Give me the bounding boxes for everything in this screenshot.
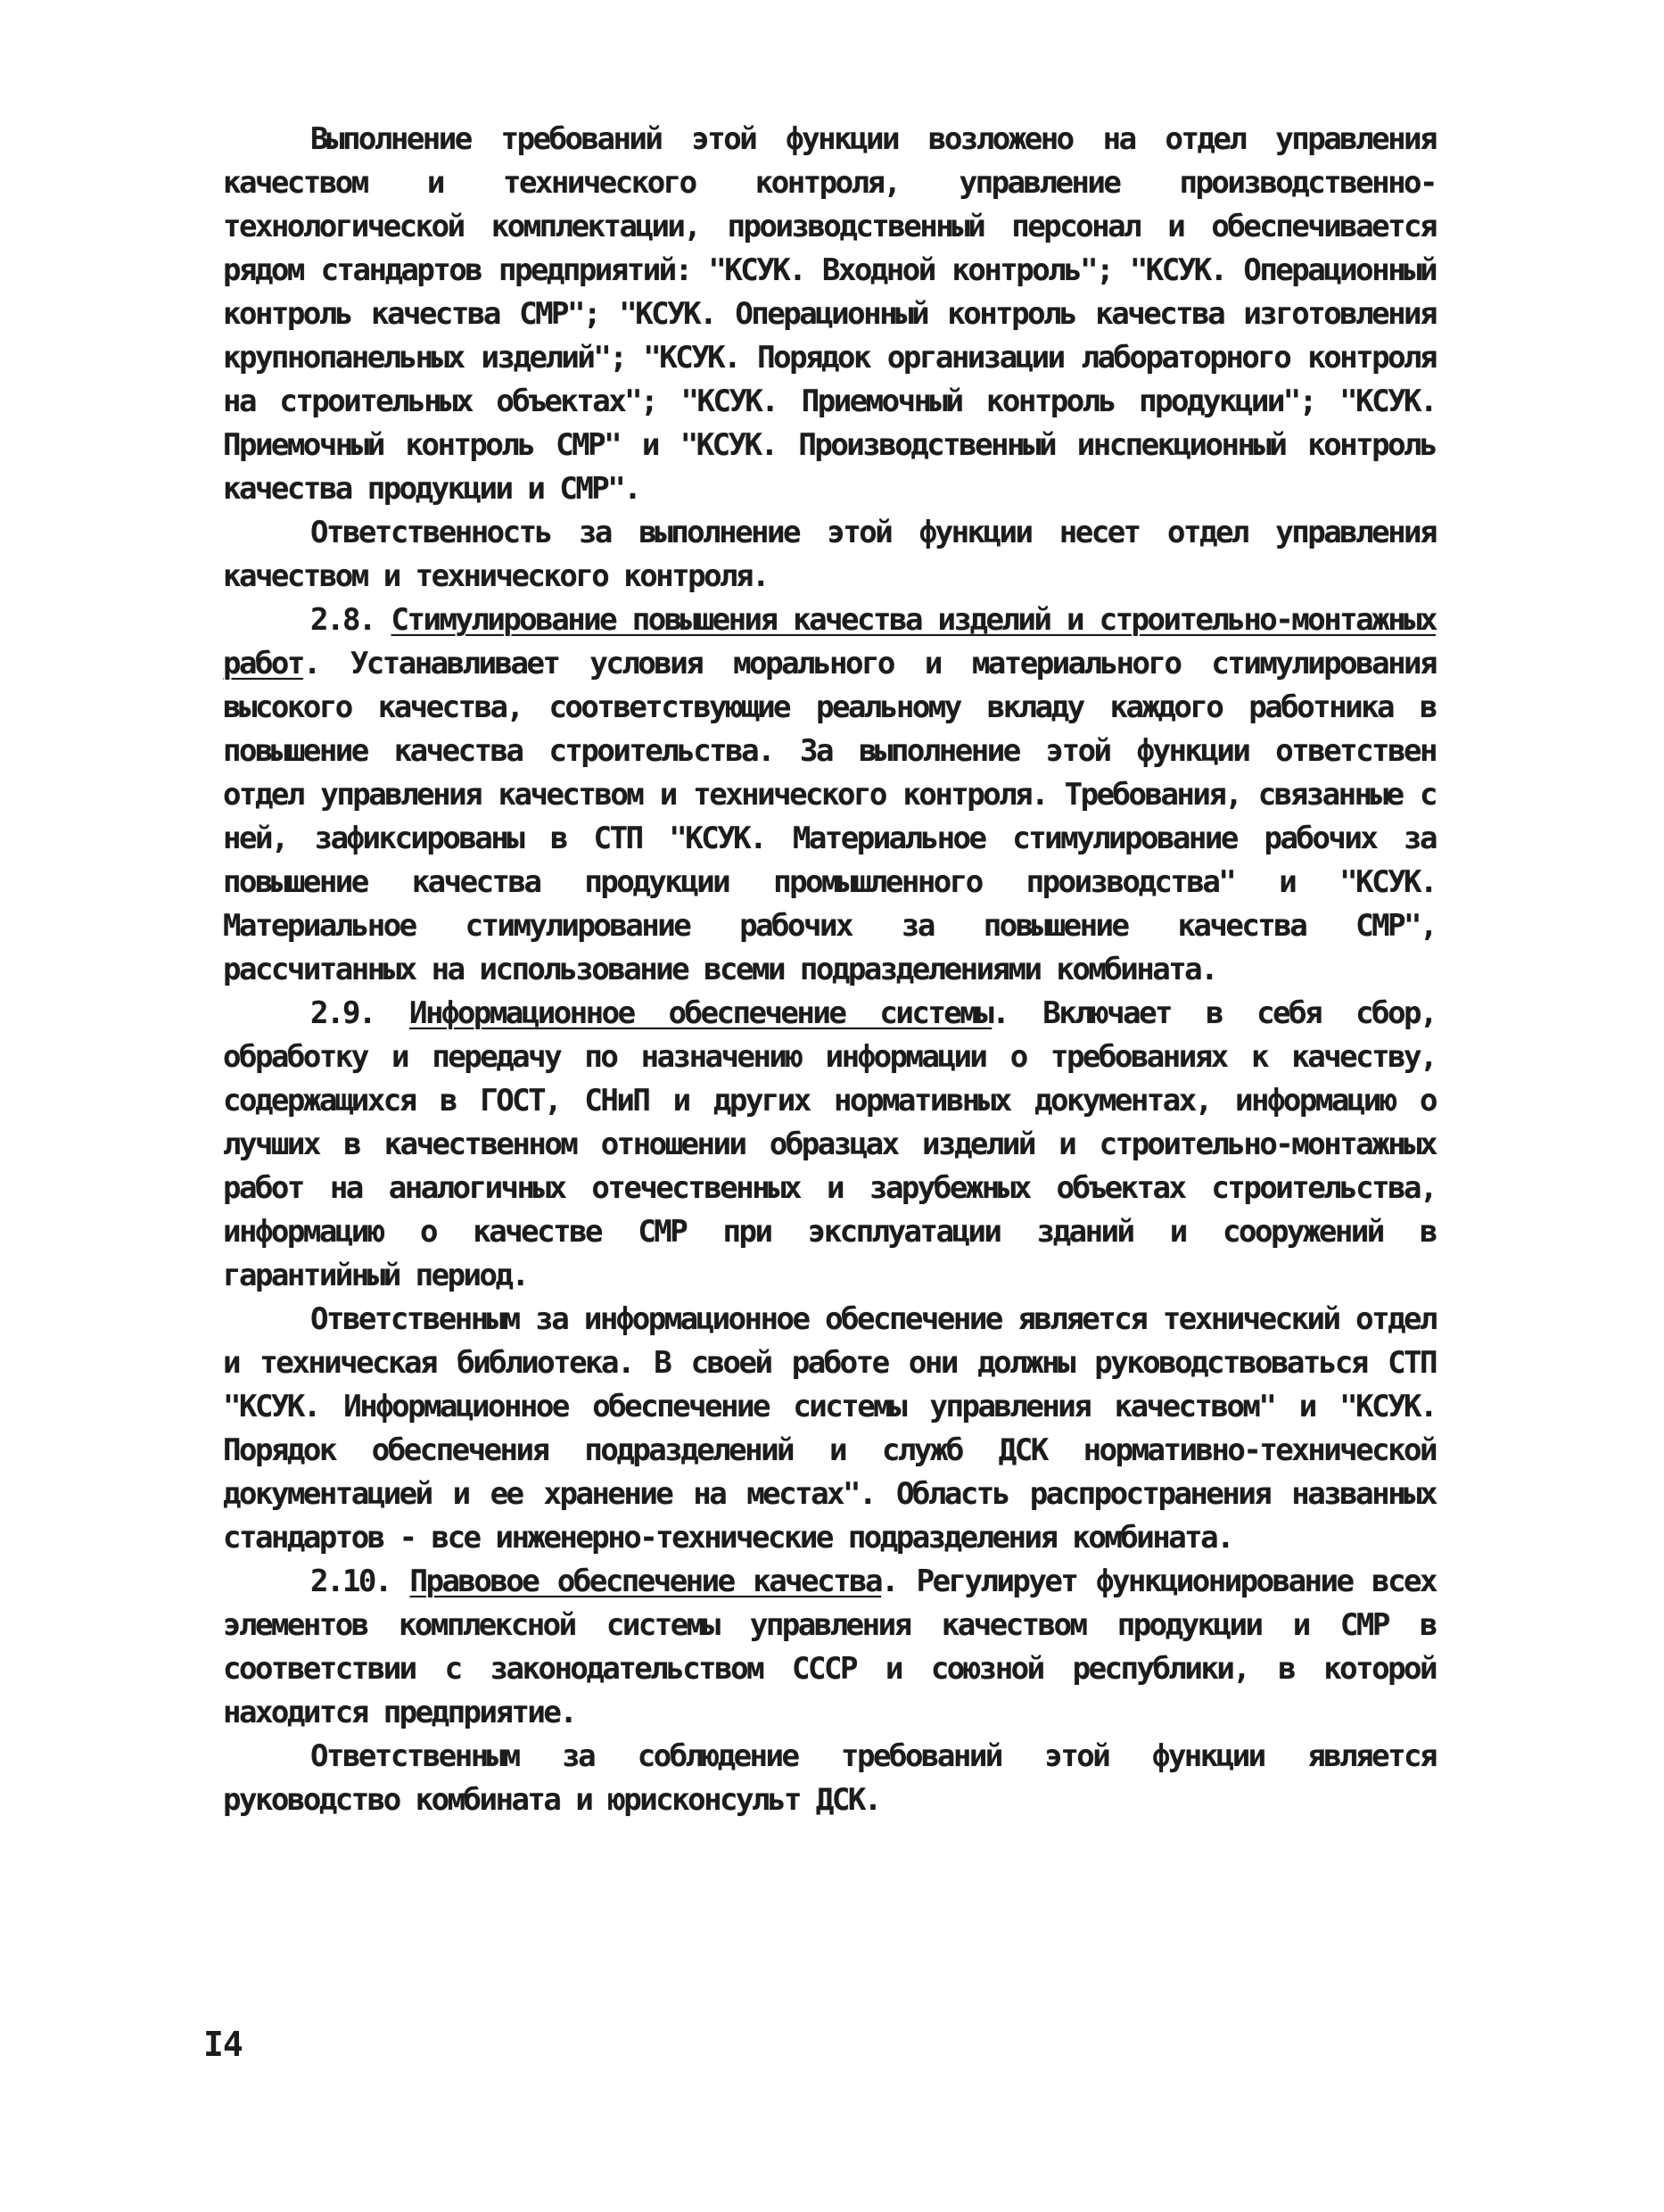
- paragraph-quality-control-standards: [223, 118, 1436, 511]
- section-number: 2.8.: [310, 602, 375, 638]
- section-heading: Стимулирование повышения качества изделий и строительно-монтажных работ: [223, 602, 1436, 681]
- section-text: . Устанавливает условия морального и материального стимулирования высокого качества, соответствующие реальному вкладу каждого работника в повышение качества строительства. За выполнение этой функции ответствен отдел управления качеством и технического контроля. Требования, связанные с ней, зафиксированы в СТП "КСУК. Материальное стимулирование рабочих за повышение качества продукции промышленного производства" и "КСУК. Материальное стимулирование рабочих за повышение качества СМР", рассчитанных на использование всеми подразделениями комбината.: [223, 646, 1436, 987]
- paragraph-information-responsibility: [223, 1298, 1436, 1560]
- paragraph-text: Ответственность за выполнение этой функции несет отдел управления качеством и технического контроля.: [223, 515, 1436, 594]
- section-heading: Правовое обеспечение качества: [409, 1564, 881, 1599]
- page-number: I4: [203, 2025, 243, 2064]
- paragraph-responsibility-quality-dept: [223, 511, 1436, 598]
- paragraph-legal-responsibility: [223, 1735, 1436, 1822]
- paragraph-text: Ответственным за информационное обеспечение является технический отдел и техническая библиотека. В своей работе они должны руководствоваться СТП "КСУК. Информационное обеспечение системы управления качеством" и "КСУК. Порядок обеспечения подразделений и служб ДСК нормативно-технической документацией и ее хранение на местах". Область распространения названных стандартов - все инженерно-технические подразделения комбината.: [223, 1301, 1436, 1556]
- body-text: [223, 118, 1436, 1822]
- section-text: . Регулирует функционирование всех элементов комплексной системы управления качеством продукции и СМР в соответствии с законодательством СССР и союзной республики, в которой находится предприятие.: [223, 1564, 1436, 1730]
- paragraph-text: Ответственным за соблюдение требований этой функции является руководство комбината и юрисконсульт ДСК.: [223, 1738, 1436, 1818]
- section-2-9: [223, 992, 1436, 1298]
- section-number: 2.9.: [310, 995, 375, 1031]
- section-heading: Информационное обеспечение системы: [408, 995, 993, 1031]
- section-text: . Включает в себя сбор, обработку и передачу по назначению информации о требованиях к качеству, содержащихся в ГОСТ, СНиП и других нормативных документах, информацию о лучших в качественном отношении образцах изделий и строительно-монтажных работ на аналогичных отечественных и зарубежных объектах строительства, информацию о качестве СМР при эксплуатации зданий и сооружений в гарантийный период.: [223, 995, 1436, 1293]
- paragraph-text: Выполнение требований этой функции возложено на отдел управления качеством и технического контроля, управление производственно-технологической комплектации, производственный персонал и обеспечивается рядом стандартов предприятий: "КСУК. Входной контроль"; "КСУК. Операционный контроль качества СМР"; "КСУК. Операционный контроль качества изготовления крупнопанельных изделий"; "КСУК. Порядок организации лабораторного контроля на строительных объектах"; "КСУК. Приемочный контроль продукции"; "КСУК. Приемочный контроль СМР" и "КСУК. Производственный инспекционный контроль качества продукции и СМР".: [223, 121, 1436, 507]
- section-2-8: [223, 598, 1436, 992]
- section-2-10: [223, 1560, 1436, 1735]
- section-number: 2.10.: [310, 1564, 391, 1599]
